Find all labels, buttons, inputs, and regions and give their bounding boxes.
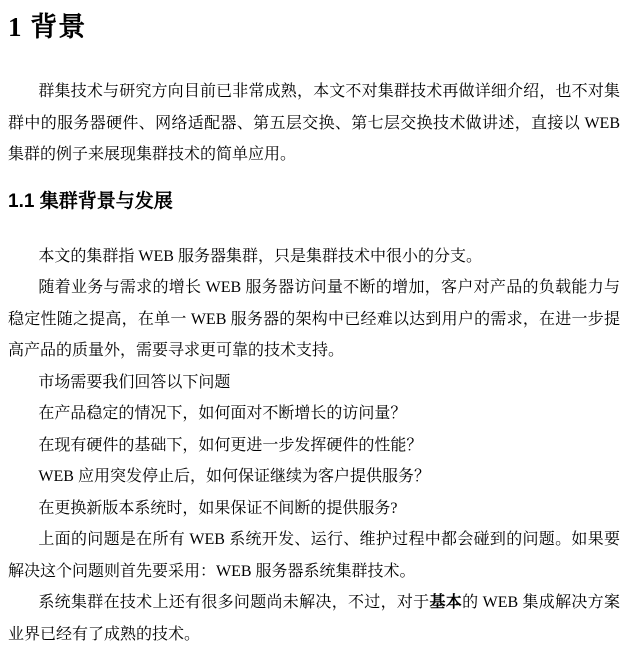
document-page [0, 10, 629, 650]
paragraph-mature-technology [8, 587, 620, 650]
paragraph-market-questions-lead: 市场需要我们回答以下问题 [38, 373, 231, 391]
question-service-continuity: WEB 应用突发停止后，如何保证继续为客户提供服务？ [38, 468, 430, 485]
question-traffic-growth: 在产品稳定的情况下，如何面对不断增长的访问量？ [38, 405, 407, 422]
paragraph-mature-technology-suffix: 的 WEB 集成解决方案业界已经有了成熟的技术。 [8, 594, 620, 643]
paragraph-mature-technology-bold-word: 基本 [429, 594, 463, 611]
question-version-upgrade: 在更换新版本系统时，如果保证不间断的提供服务? [38, 499, 398, 517]
section-heading: 1.1 集群背景与发展 [8, 190, 173, 212]
paragraph-solution-cluster: 上面的问题是在所有 WEB 系统开发、运行、维护过程中都会碰到的问题。如果要解决这个问题则首先要采用：WEB 服务器系统集群技术。 [8, 531, 620, 580]
chapter-title: 1 背景 [8, 12, 87, 42]
paragraph-cluster-definition: 本文的集群指 WEB 服务器集群，只是集群技术中很小的分支。 [38, 247, 482, 265]
question-hardware-performance: 在现有硬件的基础下，如何更进一步发挥硬件的性能？ [38, 436, 423, 454]
intro-paragraph: 群集技术与研究方向目前已非常成熟，本文不对集群技术再做详细介绍，也不对集群中的服务器硬件、网络适配器、第五层交换、第七层交换技术做讲述，直接以 WEB 集群的例子来展现集群技术的简单应用。 [8, 83, 620, 163]
paragraph-demand-growth: 随着业务与需求的增长 WEB 服务器访问量不断的增加，客户对产品的负载能力与稳定性随之提高，在单一 WEB 服务器的架构中已经难以达到用户的需求，在进一步提高产品的质量外，需要寻求更可靠的技术支持。 [8, 279, 620, 359]
paragraph-mature-technology-prefix: 系统集群在技术上还有很多问题尚未解决，不过，对于 [38, 594, 430, 611]
